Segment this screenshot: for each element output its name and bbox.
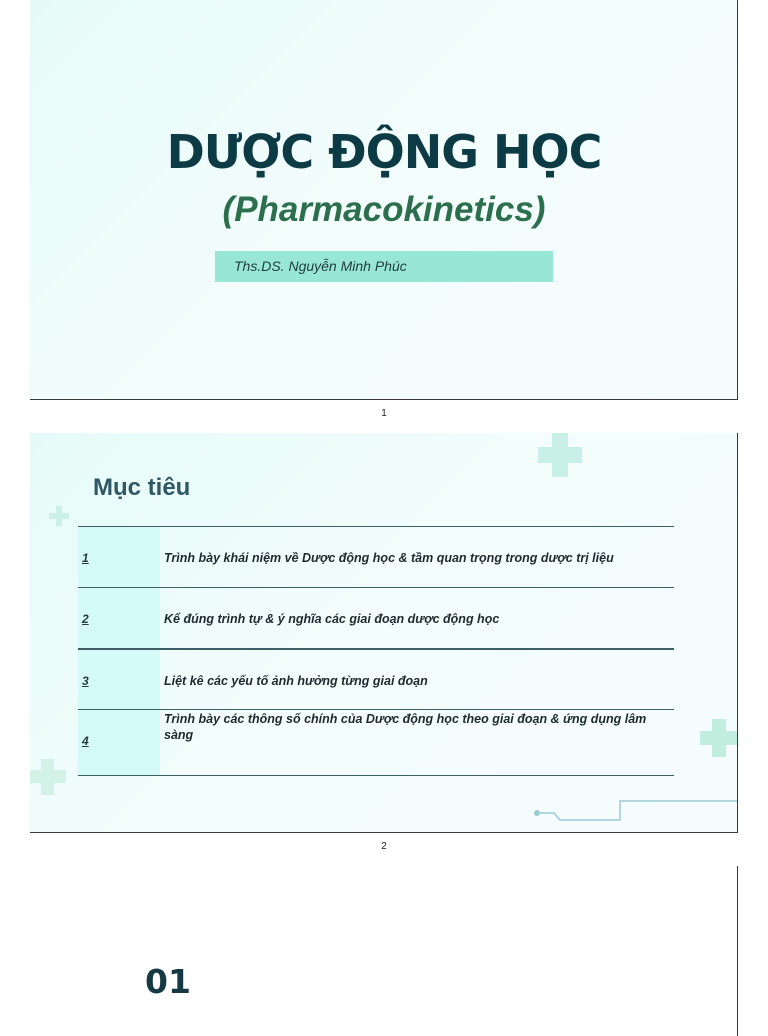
circuit-line-icon [530, 798, 738, 828]
author-band: Ths.DS. Nguyễn Minh Phúc [215, 251, 553, 282]
page-number-2: 2 [381, 841, 387, 852]
table-row [78, 709, 674, 776]
objective-text: Kể đúng trình tự & ý nghĩa các giai đoạn dược động học [164, 612, 500, 626]
slide-3 [30, 866, 738, 1036]
objective-text: Trình bày khái niệm về Dược động học & tầm quan trọng trong dược trị liệu [164, 551, 614, 565]
section-number: 01 [145, 962, 191, 1001]
table-row [78, 587, 674, 649]
plus-icon [700, 719, 738, 757]
slide-title: DƯỢC ĐỘNG HỌC [166, 125, 602, 179]
plus-icon [30, 759, 66, 795]
page-number-1: 1 [381, 408, 387, 419]
objective-text: Trình bày các thông số chính của Dược động học theo giai đoạn & ứng dụng lâm sàng [164, 712, 647, 742]
plus-icon [538, 433, 584, 479]
objective-number: 2 [82, 612, 89, 626]
slide-1 [30, 0, 738, 400]
objective-number: 4 [82, 734, 89, 748]
section-heading: Mục tiêu [93, 474, 191, 501]
table-bottom-rule [78, 775, 674, 776]
plus-icon [49, 506, 69, 526]
table-row [78, 648, 674, 711]
objective-number: 1 [82, 551, 89, 565]
objective-text: Liệt kê các yếu tố ảnh hưởng từng giai đoạn [164, 674, 428, 688]
objective-number: 3 [82, 674, 89, 688]
table-row [78, 526, 674, 588]
slide-subtitle: (Pharmacokinetics) [222, 190, 546, 229]
slide-2 [30, 433, 738, 833]
